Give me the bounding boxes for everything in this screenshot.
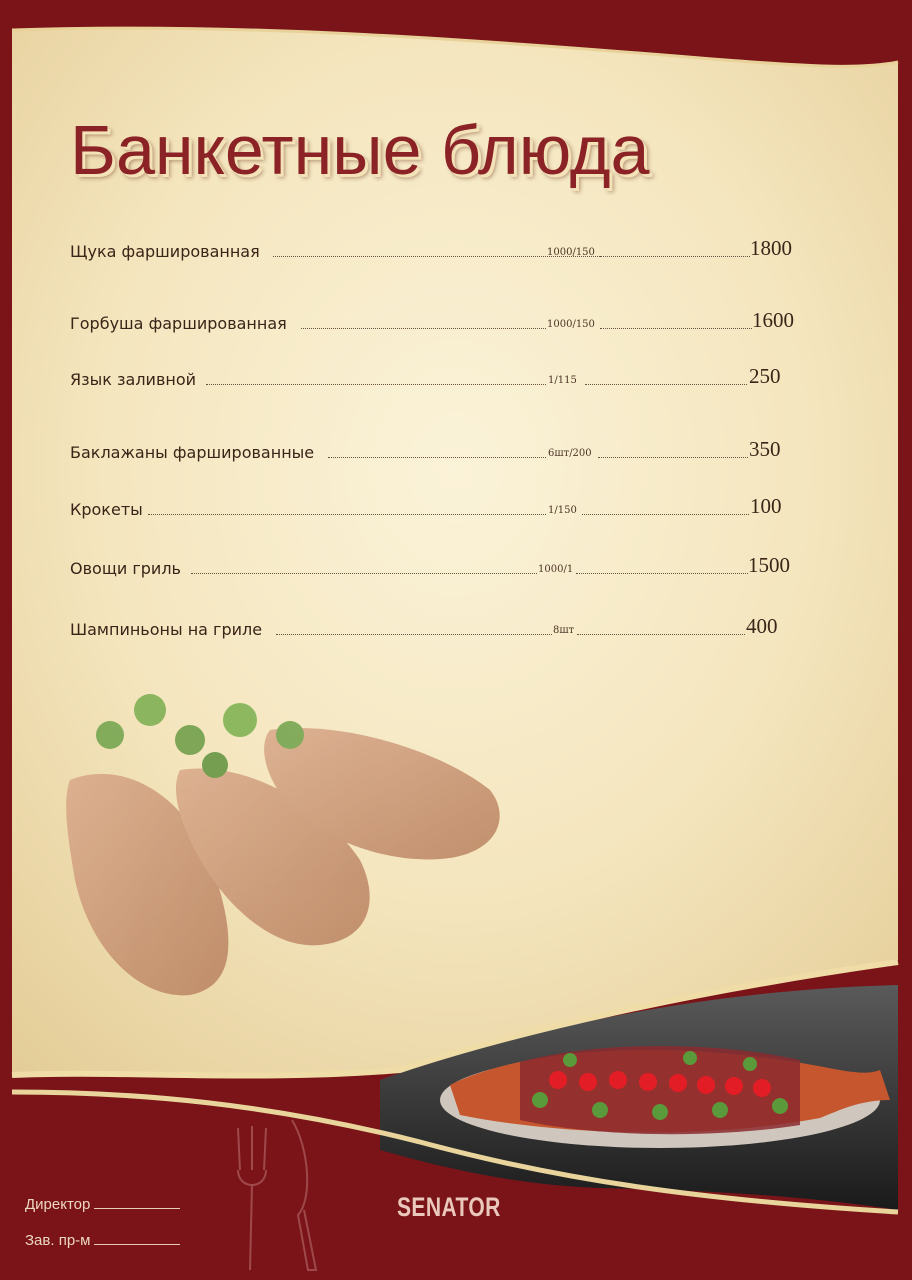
item-portion: 8шт bbox=[553, 625, 575, 636]
menu-title: Банкетные блюда bbox=[70, 111, 650, 189]
item-name: Щука фаршированная bbox=[70, 242, 260, 261]
dot-leader bbox=[206, 384, 546, 385]
director-label: Директор bbox=[25, 1196, 91, 1213]
item-price: 1500 bbox=[748, 553, 790, 577]
item-name: Баклажаны фаршированные bbox=[70, 443, 315, 462]
dot-leader bbox=[600, 328, 752, 329]
item-price: 1800 bbox=[750, 236, 792, 260]
dot-leader bbox=[276, 634, 552, 635]
brand-logo: SENATOR bbox=[397, 1192, 501, 1222]
item-portion: 6шт/200 bbox=[548, 448, 592, 459]
manager-label: Зав. пр-м bbox=[25, 1232, 91, 1249]
item-portion: 1000/1 bbox=[538, 564, 574, 575]
item-portion: 1/150 bbox=[548, 505, 577, 516]
dot-leader bbox=[328, 457, 546, 458]
dot-leader bbox=[301, 328, 546, 329]
item-name: Горбуша фаршированная bbox=[70, 314, 287, 333]
dot-leader bbox=[576, 573, 748, 574]
manager-signature bbox=[25, 1232, 180, 1249]
director-signature bbox=[25, 1196, 180, 1213]
dot-leader bbox=[191, 573, 537, 574]
item-price: 250 bbox=[749, 364, 781, 388]
item-price: 100 bbox=[750, 494, 782, 518]
dot-leader bbox=[577, 634, 745, 635]
item-portion: 1000/150 bbox=[547, 319, 595, 330]
item-name: Овощи гриль bbox=[70, 559, 181, 578]
dot-leader bbox=[585, 384, 747, 385]
menu-item bbox=[70, 614, 800, 644]
menu-item bbox=[70, 364, 800, 394]
item-name: Крокеты bbox=[70, 500, 143, 519]
menu-item bbox=[70, 236, 800, 266]
dot-leader bbox=[598, 457, 748, 458]
item-portion: 1/115 bbox=[548, 375, 577, 386]
menu-item bbox=[70, 308, 800, 338]
item-name: Язык заливной bbox=[70, 370, 197, 389]
item-price: 1600 bbox=[752, 308, 794, 332]
menu-item bbox=[70, 437, 800, 467]
signature-line bbox=[94, 1208, 180, 1209]
item-name: Шампиньоны на гриле bbox=[70, 620, 263, 639]
signature-line bbox=[94, 1244, 180, 1245]
dot-leader bbox=[600, 256, 750, 257]
menu-item bbox=[70, 494, 800, 524]
item-price: 350 bbox=[749, 437, 781, 461]
item-price: 400 bbox=[746, 614, 778, 638]
dot-leader bbox=[148, 514, 546, 515]
dot-leader bbox=[582, 514, 749, 515]
item-portion: 1000/150 bbox=[547, 247, 595, 258]
menu-item bbox=[70, 553, 800, 583]
